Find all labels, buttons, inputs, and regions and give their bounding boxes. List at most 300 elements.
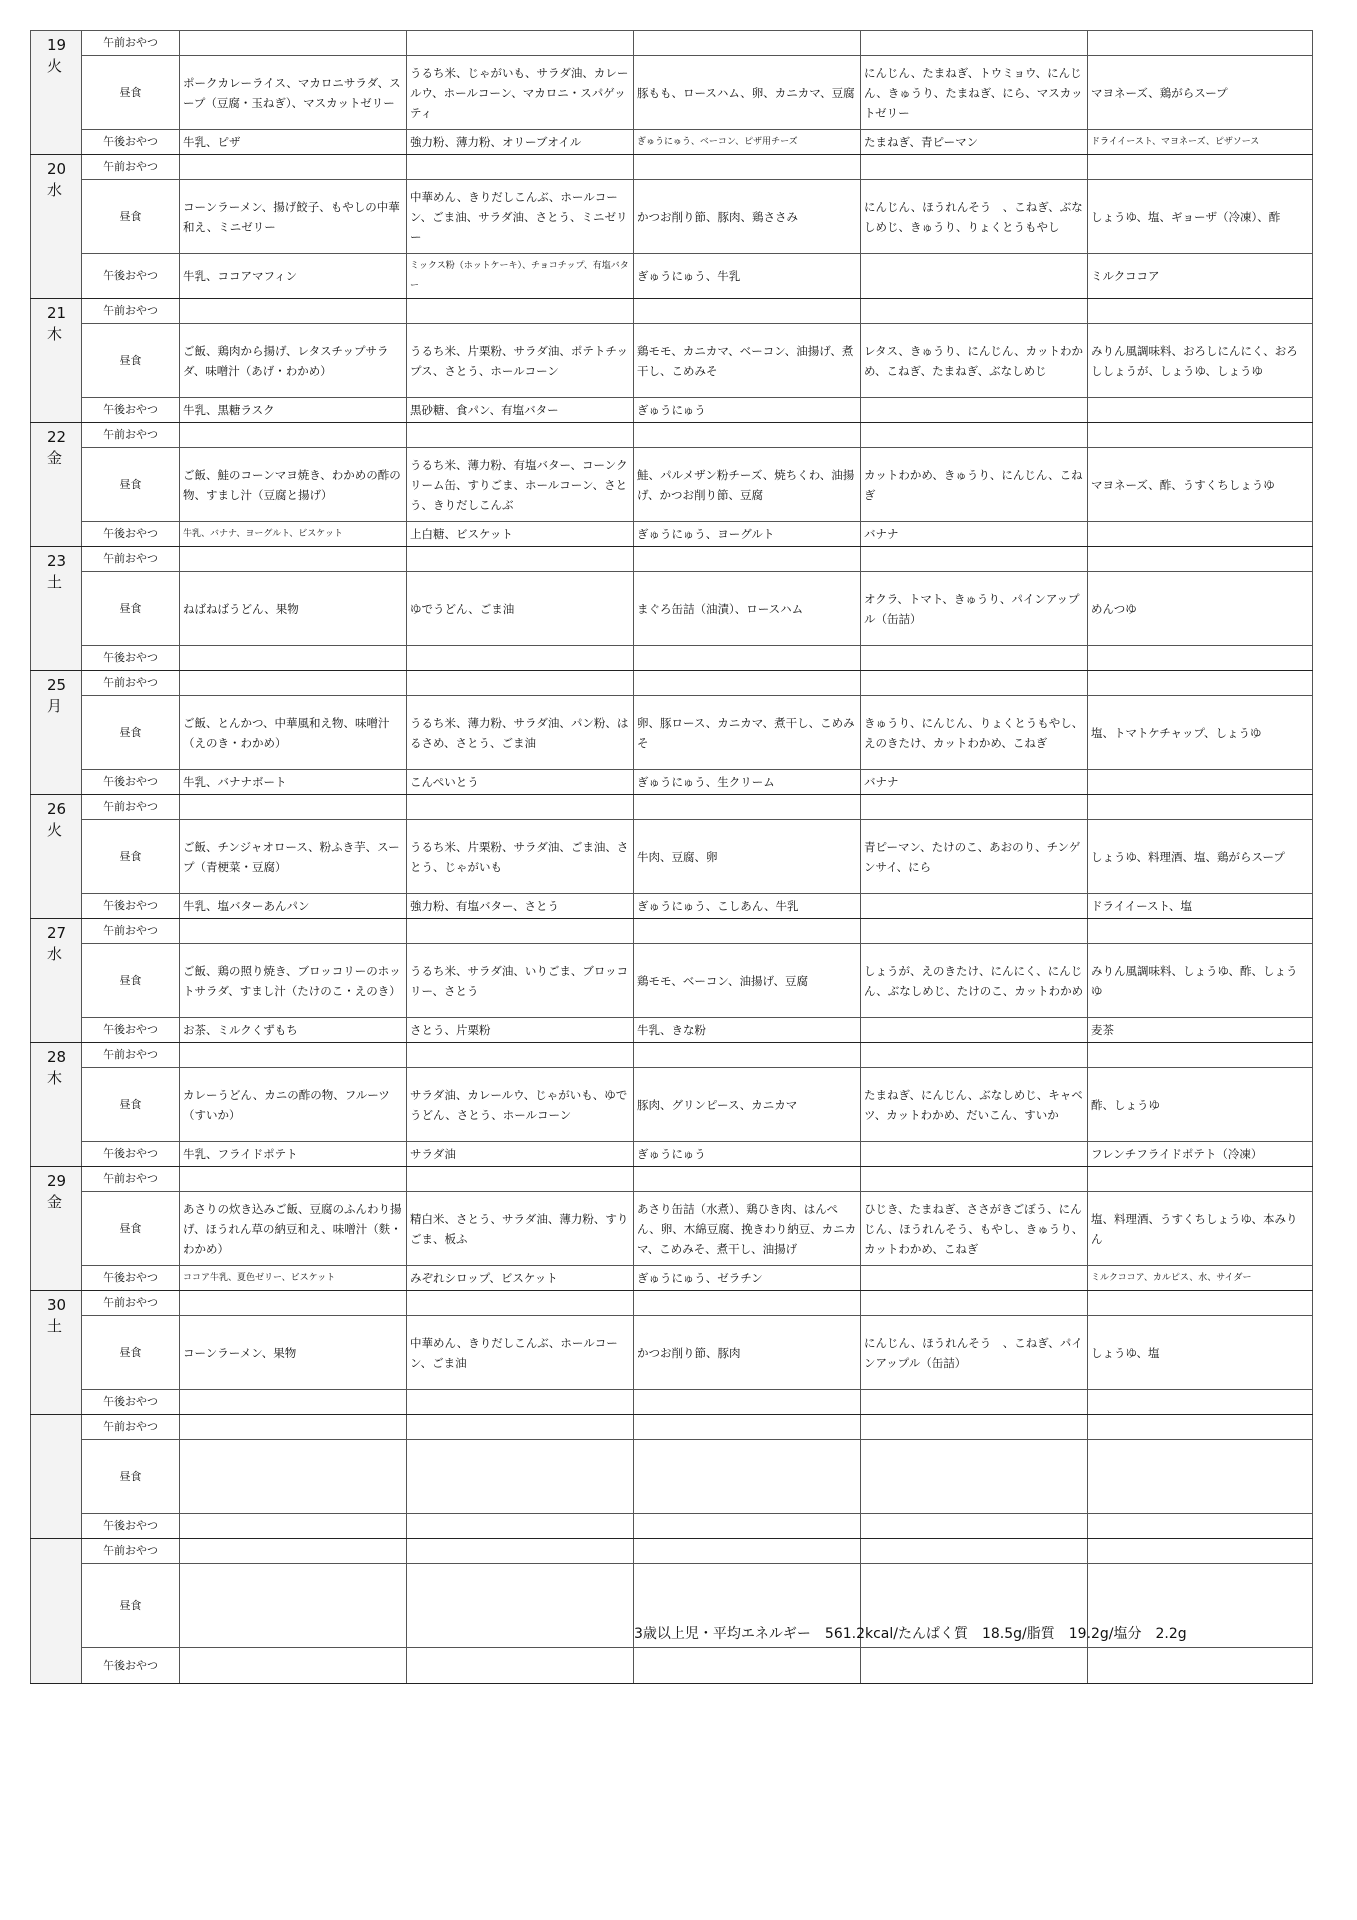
meal-type-label: 午後おやつ [82,1018,180,1043]
day-cell [31,1043,82,1167]
menu-cell [861,1043,1088,1068]
menu-cell: 酢、しょうゆ [1088,1068,1313,1142]
menu-cell [180,1539,407,1564]
menu-cell: ぎゅうにゅう [634,398,861,423]
menu-cell: ご飯、とんかつ、中華風和え物、味噌汁（えのき・わかめ） [180,696,407,770]
table-row [31,1440,1313,1514]
table-row [31,1316,1313,1390]
meal-type-label: 午前おやつ [82,1043,180,1068]
menu-cell [861,671,1088,696]
menu-cell: 牛乳、黒糖ラスク [180,398,407,423]
day-number: 21 [47,304,67,322]
menu-cell [634,423,861,448]
menu-cell: 塩、料理酒、うすくちしょうゆ、本みりん [1088,1192,1313,1266]
meal-type-label: 昼食 [82,1192,180,1266]
menu-cell [634,1539,861,1564]
meal-type-label: 昼食 [82,448,180,522]
menu-cell: あさり缶詰（水煮）、鶏ひき肉、はんぺん、卵、木綿豆腐、挽きわり納豆、カニカマ、こめみそ、煮干し、油揚げ [634,1192,861,1266]
menu-cell [407,671,634,696]
menu-cell: 中華めん、きりだしこんぶ、ホールコーン、ごま油、サラダ油、さとう、ミニゼリー [407,180,634,254]
menu-cell: しょうが、えのきたけ、にんにく、にんじん、ぶなしめじ、たけのこ、カットわかめ [861,944,1088,1018]
menu-cell: にんじん、ほうれんそう 、こねぎ、ぶなしめじ、きゅうり、りょくとうもやし [861,180,1088,254]
menu-cell: にんじん、ほうれんそう 、こねぎ、パインアップル（缶詰） [861,1316,1088,1390]
menu-cell [1088,547,1313,572]
menu-cell [861,299,1088,324]
menu-cell [407,1415,634,1440]
menu-cell [861,254,1088,299]
menu-cell: ご飯、チンジャオロース、粉ふき芋、スープ（青梗菜・豆腐） [180,820,407,894]
table-row [31,1648,1313,1684]
table-row [31,522,1313,547]
menu-cell: みりん風調味料、しょうゆ、酢、しょうゆ [1088,944,1313,1018]
menu-cell: うるち米、じゃがいも、サラダ油、カレールウ、ホールコーン、マカロニ・スパゲッティ [407,56,634,130]
menu-cell [407,1291,634,1316]
menu-cell [407,1539,634,1564]
table-row [31,1539,1313,1564]
menu-cell [1088,1514,1313,1539]
table-row [31,1018,1313,1043]
menu-cell: 牛乳、きな粉 [634,1018,861,1043]
menu-cell: うるち米、サラダ油、いりごま、ブロッコリー、さとう [407,944,634,1018]
table-row [31,1291,1313,1316]
menu-cell [861,1142,1088,1167]
menu-cell [861,1514,1088,1539]
table-row [31,1142,1313,1167]
day-weekday: 木 [47,325,63,343]
menu-cell: 強力粉、有塩バター、さとう [407,894,634,919]
menu-cell [407,646,634,671]
meal-type-label: 午後おやつ [82,1142,180,1167]
menu-cell: まぐろ缶詰（油漬）、ロースハム [634,572,861,646]
meal-type-label: 午後おやつ [82,130,180,155]
menu-cell [861,31,1088,56]
table-row [31,696,1313,770]
day-number: 30 [47,1296,67,1314]
meal-type-label: 午後おやつ [82,1514,180,1539]
meal-type-label: 午後おやつ [82,398,180,423]
menu-cell: ひじき、たまねぎ、ささがきごぼう、にんじん、ほうれんそう、もやし、きゅうり、カットわかめ、こねぎ [861,1192,1088,1266]
menu-cell [861,795,1088,820]
menu-cell: 鶏モモ、ベーコン、油揚げ、豆腐 [634,944,861,1018]
day-cell [31,299,82,423]
menu-cell: きゅうり、にんじん、りょくとうもやし、えのきたけ、カットわかめ、こねぎ [861,696,1088,770]
table-row [31,919,1313,944]
menu-cell [1088,522,1313,547]
day-number: 27 [47,924,67,942]
table-row [31,1390,1313,1415]
meal-type-label: 午後おやつ [82,1390,180,1415]
menu-cell: バナナ [861,522,1088,547]
menu-cell [180,1043,407,1068]
menu-cell [861,1648,1088,1684]
day-weekday: 金 [47,449,63,467]
menu-cell [634,1648,861,1684]
table-row [31,423,1313,448]
menu-cell [1088,919,1313,944]
menu-cell: 牛肉、豆腐、卵 [634,820,861,894]
menu-cell: ご飯、鮭のコーンマヨ焼き、わかめの酢の物、すまし汁（豆腐と揚げ） [180,448,407,522]
menu-cell: ぎゅうにゅう、ベーコン、ピザ用チーズ [634,130,861,155]
menu-cell [1088,671,1313,696]
day-cell [31,671,82,795]
menu-cell [1088,1440,1313,1514]
meal-type-label: 午前おやつ [82,423,180,448]
meal-type-label: 午前おやつ [82,919,180,944]
meal-type-label: 午前おやつ [82,1415,180,1440]
meal-type-label: 午前おやつ [82,155,180,180]
menu-cell: マヨネーズ、酢、うすくちしょうゆ [1088,448,1313,522]
day-weekday: 火 [47,821,63,839]
menu-cell [634,1390,861,1415]
menu-cell [407,31,634,56]
day-number: 29 [47,1172,67,1190]
menu-cell: 鮭、パルメザン粉チーズ、焼ちくわ、油揚げ、かつお削り節、豆腐 [634,448,861,522]
menu-cell: 精白米、さとう、サラダ油、薄力粉、すりごま、板ふ [407,1192,634,1266]
menu-cell: しょうゆ、塩 [1088,1316,1313,1390]
day-cell [31,155,82,299]
menu-cell: ゆでうどん、ごま油 [407,572,634,646]
menu-cell: カレーうどん、カニの酢の物、フルーツ（すいか） [180,1068,407,1142]
menu-cell [180,795,407,820]
menu-cell: 牛乳、ココアマフィン [180,254,407,299]
menu-cell: ぎゅうにゅう、ゼラチン [634,1266,861,1291]
menu-cell: サラダ油、カレールウ、じゃがいも、ゆでうどん、さとう、ホールコーン [407,1068,634,1142]
day-number: 25 [47,676,67,694]
menu-cell [407,919,634,944]
menu-cell: 牛乳、ピザ [180,130,407,155]
menu-cell [407,1440,634,1514]
menu-cell: オクラ、トマト、きゅうり、パインアップル（缶詰） [861,572,1088,646]
day-cell [31,1415,82,1539]
menu-cell [634,795,861,820]
menu-cell [1088,1043,1313,1068]
menu-cell: うるち米、薄力粉、有塩バター、コーンクリーム缶、すりごま、ホールコーン、さとう、きりだしこんぶ [407,448,634,522]
menu-cell [634,1415,861,1440]
menu-cell [634,919,861,944]
menu-cell [1088,1539,1313,1564]
meal-type-label: 昼食 [82,1316,180,1390]
menu-cell: みりん風調味料、おろしにんにく、おろししょうが、しょうゆ、しょうゆ [1088,324,1313,398]
menu-cell: サラダ油 [407,1142,634,1167]
menu-cell [861,646,1088,671]
meal-type-label: 昼食 [82,944,180,1018]
table-row [31,31,1313,56]
menu-cell: マヨネーズ、鶏がらスープ [1088,56,1313,130]
meal-type-label: 午後おやつ [82,1648,180,1684]
table-row [31,155,1313,180]
menu-cell [180,1440,407,1514]
day-weekday: 木 [47,1069,63,1087]
menu-cell [407,1167,634,1192]
menu-cell [407,1514,634,1539]
menu-cell [180,1167,407,1192]
menu-cell: みぞれシロップ、ビスケット [407,1266,634,1291]
menu-cell: ミルクココア [1088,254,1313,299]
menu-cell [634,547,861,572]
menu-cell [407,1648,634,1684]
menu-cell [1088,155,1313,180]
menu-cell: 豚もも、ロースハム、卵、カニカマ、豆腐 [634,56,861,130]
menu-cell: ドライイースト、塩 [1088,894,1313,919]
menu-cell: ご飯、鶏肉から揚げ、レタスチップサラダ、味噌汁（あげ・わかめ） [180,324,407,398]
day-number: 20 [47,160,67,178]
menu-cell: 麦茶 [1088,1018,1313,1043]
menu-cell: さとう、片栗粉 [407,1018,634,1043]
menu-cell [1088,646,1313,671]
menu-cell: 牛乳、フライドポテト [180,1142,407,1167]
meal-type-label: 午後おやつ [82,1266,180,1291]
meal-type-label: 午後おやつ [82,646,180,671]
menu-cell [861,1018,1088,1043]
meal-type-label: 昼食 [82,180,180,254]
meal-type-label: 午前おやつ [82,31,180,56]
table-row [31,820,1313,894]
menu-cell: 上白糖、ビスケット [407,522,634,547]
menu-cell [861,1390,1088,1415]
table-row [31,572,1313,646]
day-weekday: 土 [47,573,63,591]
menu-cell [1088,299,1313,324]
nutrition-summary: 3歳以上児・平均エネルギー 561.2kcal/たんぱく質 18.5g/脂質 19.2g/塩分 2.2g [634,1626,1187,1642]
menu-cell [861,398,1088,423]
menu-cell: バナナ [861,770,1088,795]
menu-cell [861,1415,1088,1440]
menu-cell [180,671,407,696]
meal-type-label: 午前おやつ [82,1291,180,1316]
menu-cell [180,1564,407,1648]
table-row [31,1167,1313,1192]
menu-cell [861,1291,1088,1316]
day-weekday: 火 [47,57,63,75]
menu-cell [861,919,1088,944]
menu-cell: 塩、トマトケチャップ、しょうゆ [1088,696,1313,770]
menu-cell [1088,1167,1313,1192]
menu-cell: めんつゆ [1088,572,1313,646]
menu-cell [861,894,1088,919]
day-weekday: 水 [47,181,63,199]
menu-cell: しょうゆ、塩、ギョーザ（冷凍）、酢 [1088,180,1313,254]
menu-cell [634,155,861,180]
menu-cell [1088,31,1313,56]
menu-cell: うるち米、片栗粉、サラダ油、ごま油、さとう、じゃがいも [407,820,634,894]
menu-cell: ポークカレーライス、マカロニサラダ、スープ（豆腐・玉ねぎ）、マスカットゼリー [180,56,407,130]
table-row [31,448,1313,522]
menu-cell [407,1564,634,1648]
menu-cell: 卵、豚ロース、カニカマ、煮干し、こめみそ [634,696,861,770]
menu-cell: たまねぎ、青ピーマン [861,130,1088,155]
menu-cell: うるち米、薄力粉、サラダ油、パン粉、はるさめ、さとう、ごま油 [407,696,634,770]
menu-cell [407,547,634,572]
table-row [31,324,1313,398]
menu-cell: にんじん、たまねぎ、トウミョウ、にんじん、きゅうり、たまねぎ、にら、マスカットゼリー [861,56,1088,130]
menu-cell [634,31,861,56]
menu-cell: こんぺいとう [407,770,634,795]
menu-cell: コーンラーメン、果物 [180,1316,407,1390]
day-weekday: 水 [47,945,63,963]
menu-cell [180,919,407,944]
meal-type-label: 午前おやつ [82,547,180,572]
table-row [31,1415,1313,1440]
menu-cell: 強力粉、薄力粉、オリーブオイル [407,130,634,155]
menu-cell: ぎゅうにゅう、こしあん、牛乳 [634,894,861,919]
menu-cell [634,671,861,696]
menu-cell: フレンチフライドポテト（冷凍） [1088,1142,1313,1167]
menu-cell [1088,1415,1313,1440]
day-weekday: 金 [47,1193,63,1211]
table-row [31,547,1313,572]
menu-cell: たまねぎ、にんじん、ぶなしめじ、キャベツ、カットわかめ、だいこん、すいか [861,1068,1088,1142]
table-row [31,1514,1313,1539]
table-row [31,1192,1313,1266]
table-row [31,130,1313,155]
menu-cell [180,1291,407,1316]
meal-type-label: 午後おやつ [82,894,180,919]
menu-cell: 牛乳、バナナボート [180,770,407,795]
menu-cell [1088,1390,1313,1415]
menu-cell: あさりの炊き込みご飯、豆腐のふんわり揚げ、ほうれん草の納豆和え、味噌汁（麩・わかめ） [180,1192,407,1266]
meal-type-label: 午前おやつ [82,1167,180,1192]
day-cell [31,31,82,155]
menu-cell: レタス、きゅうり、にんじん、カットわかめ、こねぎ、たまねぎ、ぶなしめじ [861,324,1088,398]
menu-cell: 中華めん、きりだしこんぶ、ホールコーン、ごま油 [407,1316,634,1390]
menu-cell: ぎゅうにゅう [634,1142,861,1167]
menu-cell [407,1390,634,1415]
menu-cell [180,646,407,671]
menu-cell [861,423,1088,448]
menu-cell: ミルクココア、カルピス、水、サイダー [1088,1266,1313,1291]
menu-cell [407,299,634,324]
meal-type-label: 昼食 [82,696,180,770]
menu-cell: ココア牛乳、夏色ゼリー、ビスケット [180,1266,407,1291]
menu-cell: 鶏モモ、カニカマ、ベーコン、油揚げ、煮干し、こめみそ [634,324,861,398]
menu-cell: かつお削り節、豚肉 [634,1316,861,1390]
menu-cell [634,299,861,324]
menu-cell [407,795,634,820]
meal-type-label: 午後おやつ [82,770,180,795]
menu-cell: ぎゅうにゅう、牛乳 [634,254,861,299]
meal-type-label: 昼食 [82,820,180,894]
menu-cell [180,423,407,448]
day-cell [31,423,82,547]
day-cell [31,919,82,1043]
menu-cell: ミックス粉（ホットケーキ）、チョコチップ、有塩バター [407,254,634,299]
meal-type-label: 昼食 [82,56,180,130]
meal-type-label: 午前おやつ [82,1539,180,1564]
menu-cell [180,547,407,572]
meal-type-label: 午後おやつ [82,522,180,547]
table-row [31,180,1313,254]
menu-cell: 牛乳、バナナ、ヨーグルト、ビスケット [180,522,407,547]
table-row [31,1068,1313,1142]
menu-cell [1088,398,1313,423]
day-cell [31,1167,82,1291]
meal-type-label: 昼食 [82,1440,180,1514]
menu-cell: 青ピーマン、たけのこ、あおのり、チンゲンサイ、にら [861,820,1088,894]
menu-table [30,30,1313,1684]
menu-cell [180,31,407,56]
menu-cell [634,1043,861,1068]
menu-cell [861,1266,1088,1291]
menu-cell: 黒砂糖、食パン、有塩バター [407,398,634,423]
menu-cell: ぎゅうにゅう、生クリーム [634,770,861,795]
table-row [31,770,1313,795]
table-row [31,254,1313,299]
menu-cell: カットわかめ、きゅうり、にんじん、こねぎ [861,448,1088,522]
day-number: 26 [47,800,67,818]
table-row [31,671,1313,696]
menu-cell [634,1440,861,1514]
menu-cell [1088,1291,1313,1316]
meal-type-label: 昼食 [82,1068,180,1142]
menu-cell: ぎゅうにゅう、ヨーグルト [634,522,861,547]
menu-cell [407,1043,634,1068]
meal-type-label: 午後おやつ [82,254,180,299]
menu-cell [407,423,634,448]
day-cell [31,1291,82,1415]
menu-cell [1088,770,1313,795]
menu-cell [1088,795,1313,820]
menu-cell [861,1440,1088,1514]
menu-cell [1088,423,1313,448]
menu-cell [180,155,407,180]
day-number: 28 [47,1048,67,1066]
meal-type-label: 午前おやつ [82,795,180,820]
meal-type-label: 昼食 [82,324,180,398]
table-row [31,398,1313,423]
meal-type-label: 午前おやつ [82,299,180,324]
table-row [31,1266,1313,1291]
day-number: 19 [47,36,67,54]
day-cell [31,547,82,671]
menu-cell [634,1167,861,1192]
menu-cell: かつお削り節、豚肉、鶏ささみ [634,180,861,254]
meal-type-label: 昼食 [82,1564,180,1648]
menu-cell [407,155,634,180]
menu-cell: うるち米、片栗粉、サラダ油、ポテトチップス、さとう、ホールコーン [407,324,634,398]
menu-cell [180,1514,407,1539]
menu-cell [634,1514,861,1539]
menu-cell [180,1390,407,1415]
table-row [31,944,1313,1018]
table-row [31,1043,1313,1068]
menu-cell: しょうゆ、料理酒、塩、鶏がらスープ [1088,820,1313,894]
table-row [31,56,1313,130]
meal-type-label: 午前おやつ [82,671,180,696]
day-number: 22 [47,428,67,446]
menu-cell [861,1167,1088,1192]
table-row [31,299,1313,324]
table-row [31,894,1313,919]
menu-cell: 牛乳、塩バターあんパン [180,894,407,919]
table-row [31,795,1313,820]
day-number: 23 [47,552,67,570]
menu-cell [180,299,407,324]
menu-cell [180,1648,407,1684]
menu-cell [1088,1648,1313,1684]
menu-cell: ご飯、鶏の照り焼き、ブロッコリーのホットサラダ、すまし汁（たけのこ・えのき） [180,944,407,1018]
day-cell [31,1539,82,1684]
menu-cell [634,646,861,671]
menu-cell [861,1539,1088,1564]
menu-cell [634,1291,861,1316]
menu-cell: 豚肉、グリンピース、カニカマ [634,1068,861,1142]
day-weekday: 月 [47,697,63,715]
day-weekday: 土 [47,1317,63,1335]
table-row [31,646,1313,671]
menu-cell [861,155,1088,180]
menu-cell: お茶、ミルクくずもち [180,1018,407,1043]
menu-cell: コーンラーメン、揚げ餃子、もやしの中華和え、ミニゼリー [180,180,407,254]
